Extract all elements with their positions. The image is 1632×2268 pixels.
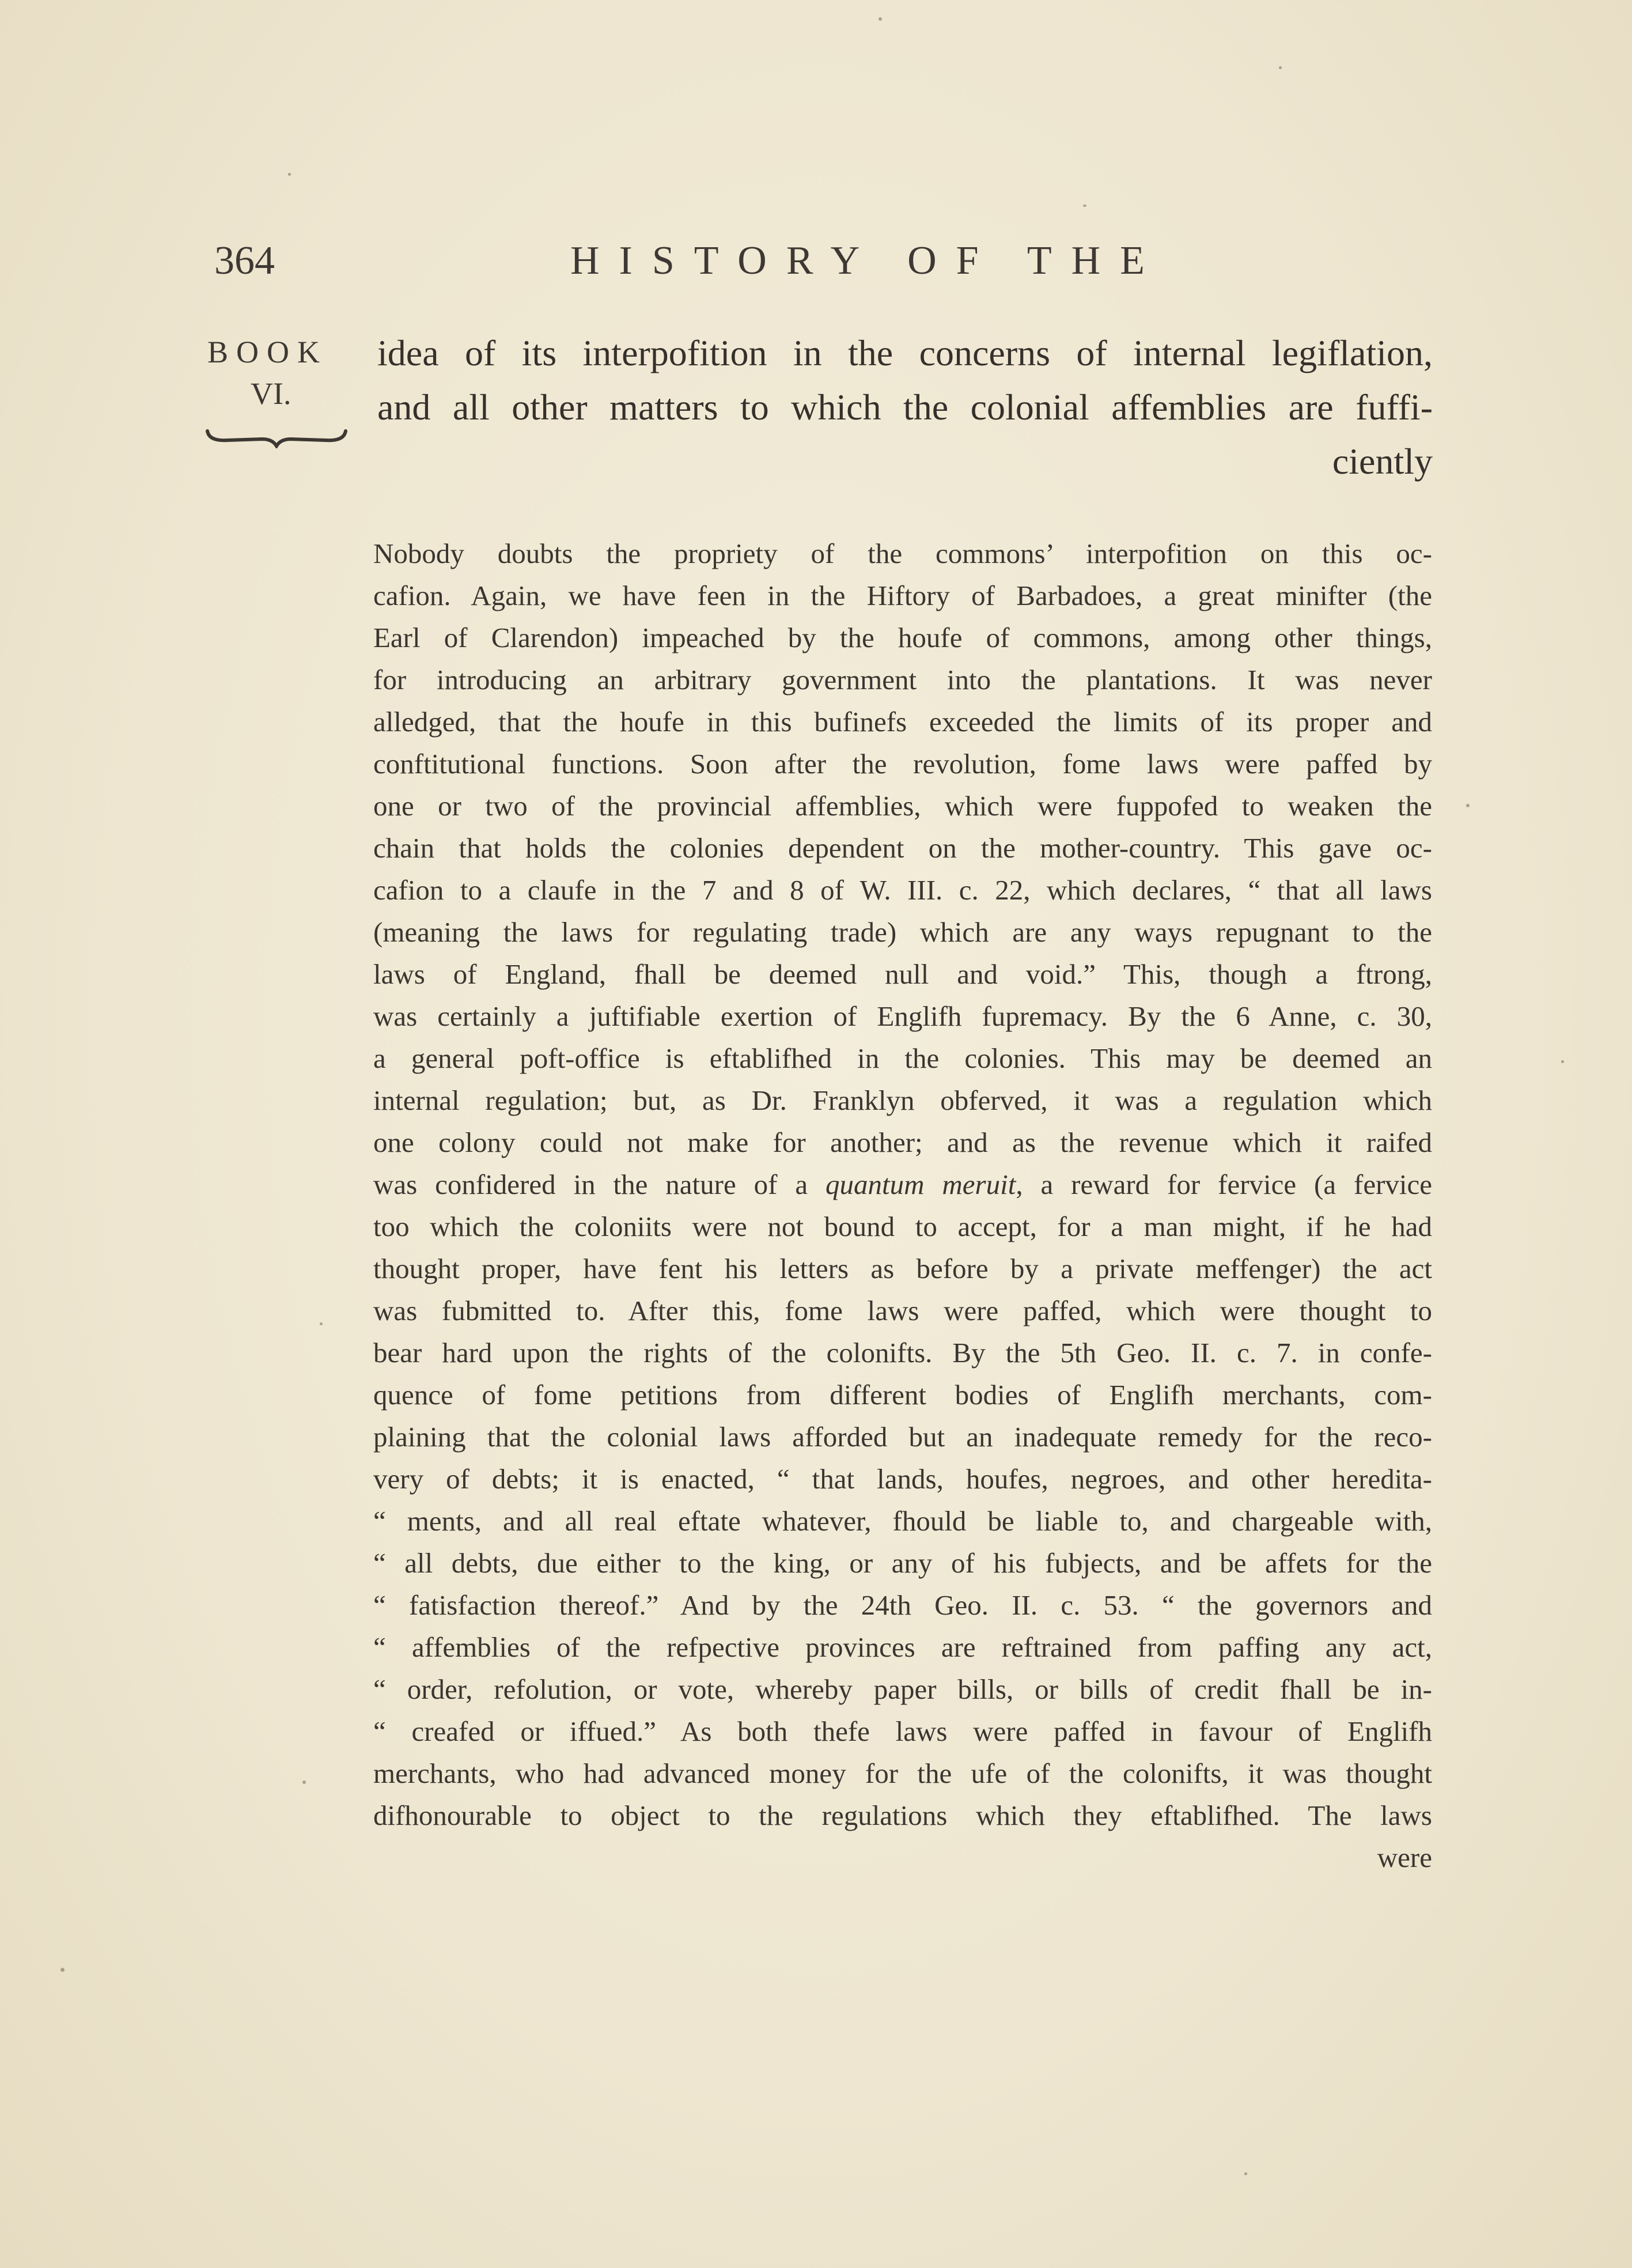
paper-speck: [302, 1781, 306, 1784]
paper-speck: [320, 1322, 323, 1325]
text-line: plaining that the colonial laws afforded but an inadequate remedy for the reco-: [373, 1421, 1432, 1453]
text-line: laws of England, fhall be deemed null and void.” This, though a ftrong,: [373, 958, 1432, 990]
text-line: “ fatisfaction thereof.” And by the 24th Geo. II. c. 53. “ the governors and: [373, 1589, 1432, 1621]
text-line: too which the coloniits were not bound to accept, for a man might, if he had: [373, 1211, 1432, 1242]
text-line: merchants, who had advanced money for the ufe of the colonifts, it was thought: [373, 1757, 1432, 1789]
text-line: “ affemblies of the refpective provinces are reftrained from paffing any act,: [373, 1631, 1432, 1663]
text-line: for introducing an arbitrary government into the plantations. It was never: [373, 664, 1432, 695]
text-line: chain that holds the colonies dependent on the mother-country. This gave oc-: [373, 832, 1432, 864]
text-line: a general poft-office is eftablifhed in the colonies. This may be deemed an: [373, 1042, 1432, 1074]
continued-paragraph: [377, 326, 1433, 489]
text-line: was certainly a juftifiable exertion of Englifh fupremacy. By the 6 Anne, c. 30,: [373, 1000, 1432, 1032]
italic-phrase: quantum meruit: [826, 1169, 1016, 1200]
text-line: thought proper, have fent his letters as before by a private meffenger) the act: [373, 1253, 1432, 1284]
text-line: cafion to a claufe in the 7 and 8 of W. III. c. 22, which declares, “ that all laws: [373, 874, 1432, 906]
sidenote-book-label: BOOK: [207, 335, 328, 369]
catchword: ciently: [1332, 441, 1433, 482]
text-line: alledged, that the houfe in this bufinefs exceeded the limits of its proper and: [373, 706, 1432, 738]
paper-speck: [879, 17, 882, 21]
paper-speck: [1279, 66, 1282, 69]
text-line: “ ments, and all real eftate whatever, fhould be liable to, and chargeable with,: [373, 1505, 1432, 1537]
catchword: were: [1377, 1842, 1432, 1873]
text-line: cafion. Again, we have feen in the Hiftory of Barbadoes, a great minifter (the: [373, 580, 1432, 611]
text-line: “ creafed or iffued.” As both thefe laws were paffed in favour of Englifh: [373, 1715, 1432, 1747]
paper-speck: [1244, 2172, 1247, 2175]
sidenote-volume: VI.: [251, 376, 291, 411]
paper-speck: [1561, 1060, 1564, 1063]
main-paragraph: [373, 532, 1432, 1878]
text-line: “ order, refolution, or vote, whereby paper bills, or bills of credit fhall be in-: [373, 1673, 1432, 1705]
text-line: difhonourable to object to the regulations which they eftablifhed. The laws: [373, 1800, 1432, 1831]
text-line: (meaning the laws for regulating trade) which are any ways repugnant to the: [373, 916, 1432, 948]
text-line-with-italic: [373, 1163, 1432, 1205]
text-line: one colony could not make for another; and as the revenue which it raifed: [373, 1127, 1432, 1158]
paper-speck: [1466, 804, 1470, 807]
brace-ornament: [205, 425, 349, 448]
text-line: Earl of Clarendon) impeached by the houfe of commons, among other things,: [373, 622, 1432, 653]
text-line: very of debts; it is enacted, “ that lands, houfes, negroes, and other heredita-: [373, 1463, 1432, 1495]
text-line: one or two of the provincial affemblies, which were fuppofed to weaken the: [373, 790, 1432, 822]
text-line: quence of fome petitions from different bodies of Englifh merchants, com-: [373, 1379, 1432, 1411]
text-line: idea of its interpofition in the concerns of internal legiflation,: [377, 332, 1433, 373]
paper-speck: [60, 1968, 65, 1972]
running-title: HISTORY OF THE: [570, 239, 1164, 283]
text-line: bear hard upon the rights of the colonifts. By the 5th Geo. II. c. 7. in confe-: [373, 1337, 1432, 1369]
paper-speck: [1083, 205, 1086, 207]
page-number: 364: [214, 239, 275, 283]
text-run: , a reward for fervice (a fervice: [1016, 1169, 1432, 1200]
text-line: Nobody doubts the propriety of the commons’ interpofition on this oc-: [373, 538, 1432, 569]
text-line: was fubmitted to. After this, fome laws were paffed, which were thought to: [373, 1295, 1432, 1326]
text-line: and all other matters to which the colonial affemblies are fuffi-: [377, 387, 1433, 428]
text-line: “ all debts, due either to the king, or any of his fubjects, and be affets for the: [373, 1547, 1432, 1579]
text-run: was confidered in the nature of a: [373, 1169, 808, 1200]
paper-speck: [288, 173, 291, 176]
text-line: internal regulation; but, as Dr. Franklyn obferved, it was a regulation which: [373, 1084, 1432, 1116]
text-line: conftitutional functions. Soon after the revolution, fome laws were paffed by: [373, 748, 1432, 780]
